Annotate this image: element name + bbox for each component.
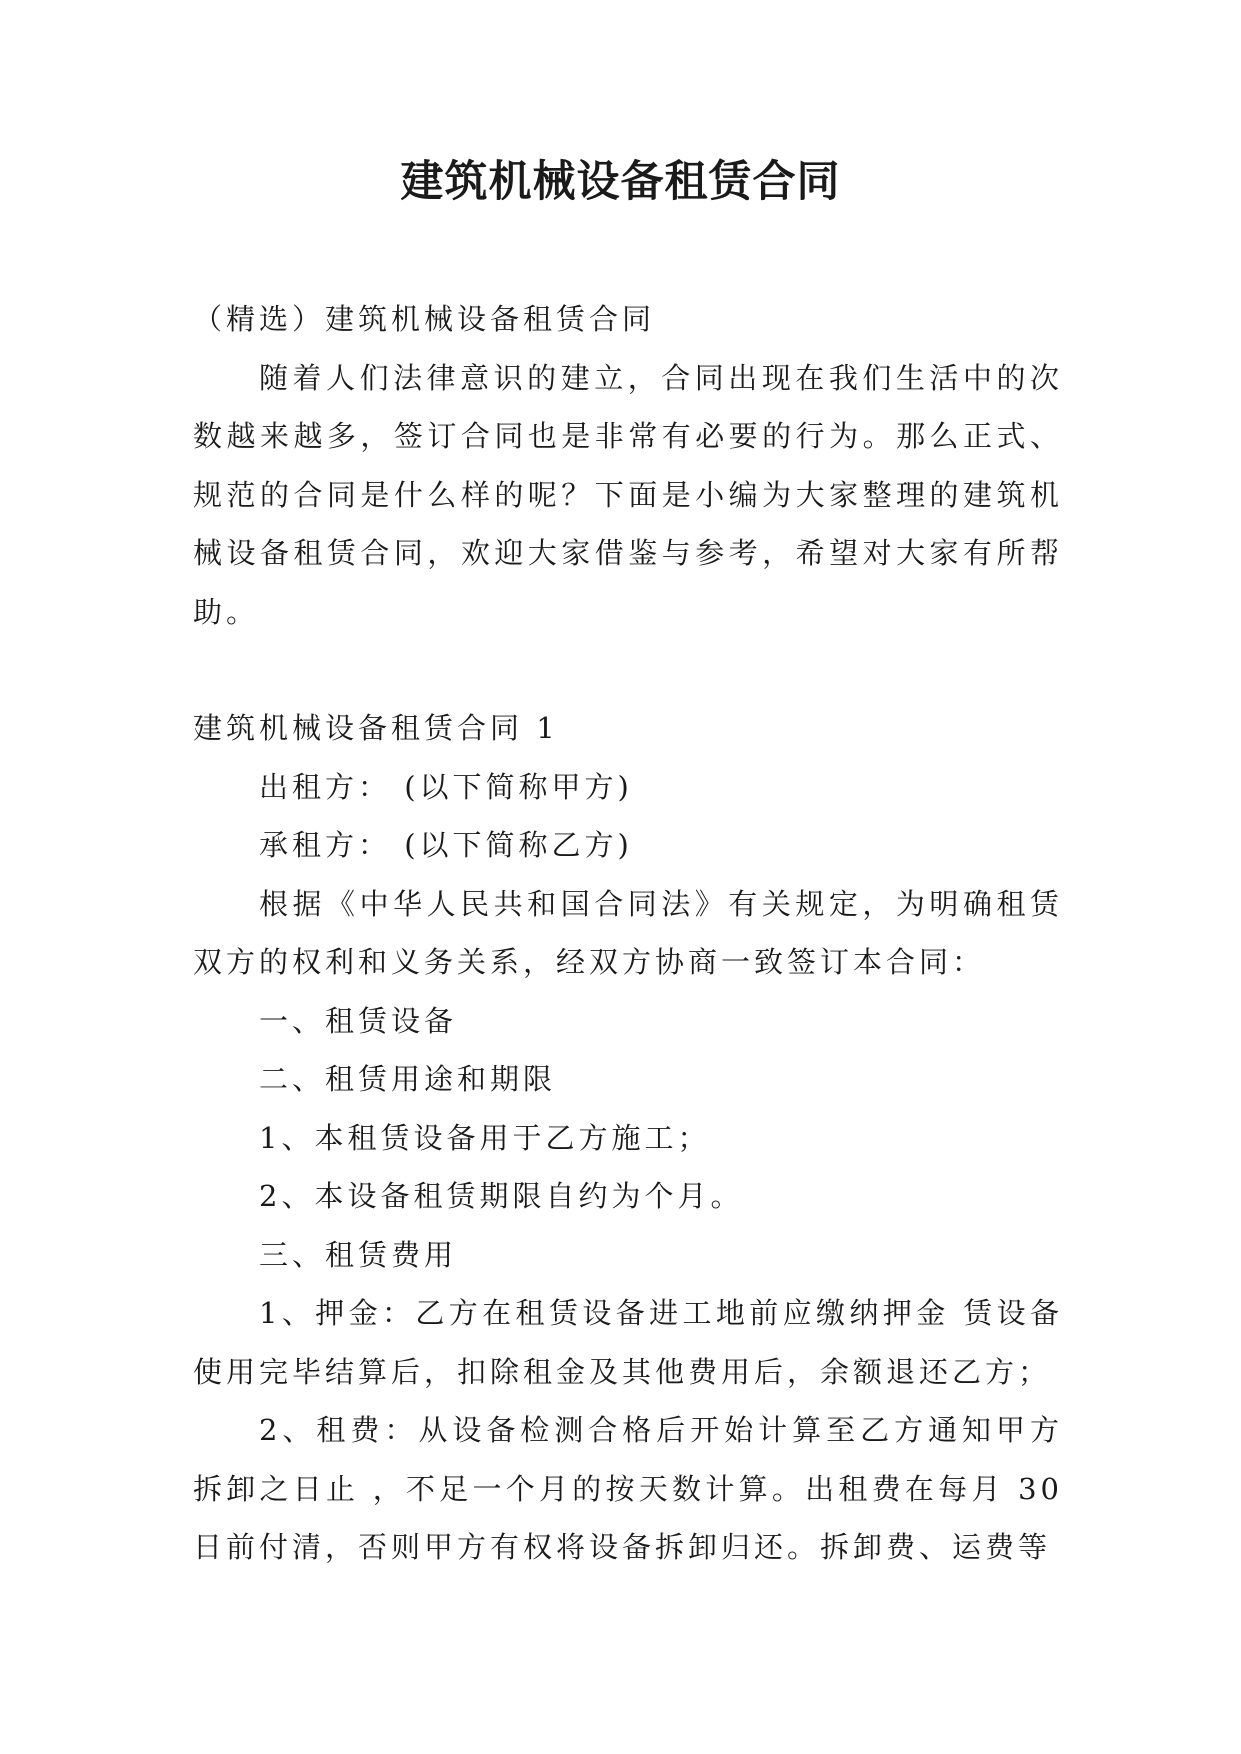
clause-3-1: 1、押金：乙方在租赁设备进工地前应缴纳押金 赁设备使用完毕结算后，扣除租金及其他费用后，余额退还乙方； bbox=[193, 1296, 1063, 1389]
section-one-heading: 一、租赁设备 bbox=[259, 1003, 458, 1038]
paragraph-spacer bbox=[193, 641, 1063, 699]
document-body bbox=[193, 290, 1063, 1577]
clause-3-2: 2、租费：从设备检测合格后开始计算至乙方通知甲方拆卸之日止 ，不足一个月的按天数计算。出租费在每月 30 日前付清，否则甲方有权将设备拆卸归还。拆卸费、运费等 bbox=[193, 1413, 1063, 1564]
section-three-heading: 三、租赁费用 bbox=[259, 1237, 458, 1272]
lessor-line: 出租方： (以下简称甲方) bbox=[259, 769, 633, 804]
intro-heading: （精选）建筑机械设备租赁合同 bbox=[193, 302, 656, 336]
clause-2-2: 2、本设备租赁期限自约为个月。 bbox=[259, 1179, 744, 1213]
legal-basis-paragraph: 根据《中华人民共和国合同法》有关规定，为明确租赁双方的权利和义务关系，经双方协商一致签订本合同： bbox=[193, 886, 1063, 979]
document-title: 建筑机械设备租赁合同 bbox=[400, 157, 841, 207]
lessee-line: 承租方： (以下简称乙方) bbox=[259, 828, 633, 862]
section-two-heading: 二、租赁用途和期限 bbox=[259, 1062, 557, 1096]
intro-paragraph: 随着人们法律意识的建立，合同出现在我们生活中的次数越来越多，签订合同也是非常有必要的行为。那么正式、规范的合同是什么样的呢？下面是小编为大家整理的建筑机械设备租赁合同，欢迎大家借鉴与参考，希望对大家有所帮助。 bbox=[193, 360, 1063, 629]
contract-heading: 建筑机械设备租赁合同 1 bbox=[193, 711, 559, 745]
clause-2-1: 1、本租赁设备用于乙方施工； bbox=[259, 1120, 711, 1155]
